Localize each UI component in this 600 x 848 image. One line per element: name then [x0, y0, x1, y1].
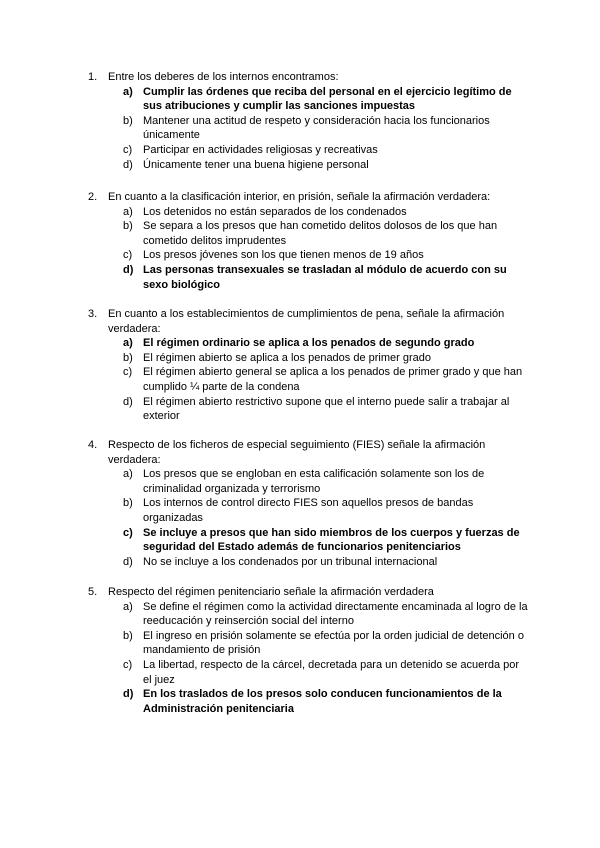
option-d: d) Las personas transexuales se trasladan al módulo de acuerdo con su sexo biológico	[123, 263, 507, 291]
option-d: d) Únicamente tener una buena higiene personal	[123, 158, 369, 171]
question-3	[88, 307, 528, 424]
question-text: Entre los deberes de los internos encontramos:	[108, 71, 339, 83]
option-b: b) El régimen abierto se aplica a los penados de primer grado	[123, 351, 431, 364]
option-a: a) Los detenidos no están separados de los condenados	[123, 205, 407, 218]
option-c: c) El régimen abierto general se aplica a los penados de primer grado y que han cumplido ¼ parte de la condena	[123, 366, 523, 393]
option-a: a) Los presos que se engloban en esta calificación solamente son los de criminalidad organizada y terrorismo	[123, 468, 485, 495]
option-b: b) Los internos de control directo FIES son aquellos presos de bandas organizadas	[123, 497, 474, 524]
option-a: a) Cumplir las órdenes que reciba del personal en el ejercicio legítimo de sus atribuciones y cumplir las sanciones impuestas	[123, 85, 512, 113]
question-number: 4.	[88, 439, 98, 451]
question-text: Respecto de los ficheros de especial seguimiento (FIES) señale la afirmación verdadera:	[108, 439, 486, 466]
question-2	[88, 190, 528, 292]
option-d: d) El régimen abierto restrictivo supone que el interno puede salir a trabajar al exterior	[123, 395, 510, 423]
question-text: En cuanto a la clasificación interior, en prisión, señale la afirmación verdadera:	[108, 191, 491, 203]
question-number: 1.	[88, 71, 98, 83]
option-c: c) La libertad, respecto de la cárcel, decretada para un detenido se acuerda por el juez	[123, 658, 520, 686]
option-c: c) Participar en actividades religiosas y recreativas	[123, 143, 378, 156]
question-5	[88, 585, 528, 716]
question-number: 5.	[88, 586, 98, 598]
option-d: d) En los traslados de los presos solo conducen funcionamientos de la Administración penitenciaria	[123, 688, 502, 715]
option-a: a) El régimen ordinario se aplica a los penados de segundo grado	[123, 337, 475, 350]
option-c: c) Los presos jóvenes son los que tienen menos de 19 años	[123, 249, 424, 262]
question-number: 3.	[88, 308, 98, 320]
option-c: c) Se incluye a presos que han sido miembros de los cuerpos y fuerzas de seguridad del Estado además de funcionarios penitenciarios	[123, 526, 520, 554]
question-text: En cuanto a los establecimientos de cumplimientos de pena, señale la afirmación verdadera:	[108, 308, 505, 335]
option-b: b) Mantener una actitud de respeto y consideración hacia los funcionarios únicamente	[123, 114, 490, 142]
option-a: a) Se define el régimen como la actividad directamente encaminada al logro de la reeducación y reinserción social del interno	[123, 600, 528, 628]
option-b: b) Se separa a los presos que han cometido delitos dolosos de los que han cometido delitos imprudentes	[123, 220, 498, 247]
option-d: d) No se incluye a los condenados por un tribunal internacional	[123, 555, 438, 568]
question-1	[88, 70, 528, 172]
question-4	[88, 438, 528, 569]
option-b: b) El ingreso en prisión solamente se efectúa por la orden judicial de detención o mandamiento de prisión	[123, 629, 524, 657]
question-text: Respecto del régimen penitenciario señale la afirmación verdadera	[108, 586, 434, 598]
question-number: 2.	[88, 191, 98, 203]
